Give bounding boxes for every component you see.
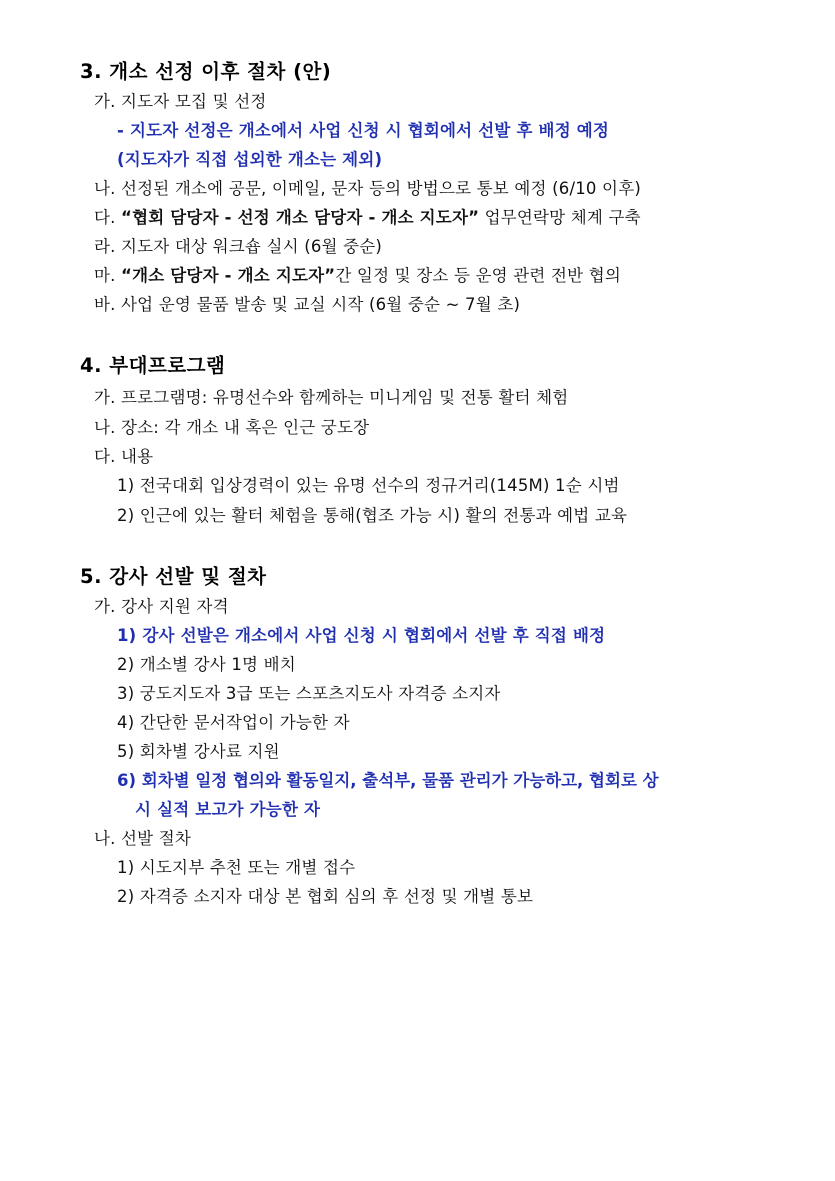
section-5-qual-item-1: 1) 강사 선발은 개소에서 사업 신청 시 협회에서 선발 후 직접 배정 (117, 626, 606, 645)
section-3-item-da (94, 208, 641, 228)
section-5-heading: 5. 강사 선발 및 절차 (80, 565, 267, 588)
section-4-content-item-1: 1) 전국대회 입상경력이 있는 유명 선수의 정규거리(145M) 1순 시범 (117, 476, 620, 495)
section-3-item-ma (94, 266, 621, 286)
section-3-da-rest: 업무연락망 체계 구축 (479, 208, 641, 227)
section-3-da-bold: “협회 담당자 - 선정 개소 담당자 - 개소 지도자” (121, 208, 480, 227)
section-4-item-na: 나. 장소: 각 개소 내 혹은 인근 궁도장 (94, 418, 370, 437)
section-5-qual-item-4: 4) 간단한 문서작업이 가능한 자 (117, 713, 350, 732)
section-3-ma-bold: “개소 담당자 - 개소 지도자” (121, 266, 336, 285)
section-3-da-prefix: 다. (94, 208, 122, 227)
section-4-content-item-2: 2) 인근에 있는 활터 체험을 통해(협조 가능 시) 활의 전통과 예법 교육 (117, 506, 628, 525)
section-3-item-ga: 가. 지도자 모집 및 선정 (94, 92, 267, 111)
section-3-heading: 3. 개소 선정 이후 절차 (안) (80, 60, 332, 83)
section-3-ma-prefix: 마. (94, 266, 122, 285)
section-5-qual-item-3: 3) 궁도지도자 3급 또는 스포츠지도사 자격증 소지자 (117, 684, 501, 703)
section-3-ma-rest: 간 일정 및 장소 등 운영 관련 전반 협의 (335, 266, 621, 285)
section-5-item-na: 나. 선발 절차 (94, 829, 192, 848)
section-4-item-da: 다. 내용 (94, 447, 154, 466)
section-3-item-ra: 라. 지도자 대상 워크숍 실시 (6월 중순) (94, 237, 383, 256)
section-5-item-ga: 가. 강사 지원 자격 (94, 597, 229, 616)
section-3-ga-note-2: (지도자가 직접 섭외한 개소는 제외) (117, 150, 383, 169)
section-5-qual-item-2: 2) 개소별 강사 1명 배치 (117, 655, 296, 674)
section-3-item-na: 나. 선정된 개소에 공문, 이메일, 문자 등의 방법으로 통보 예정 (6/10 이후) (94, 179, 641, 198)
section-3-ga-note-1: - 지도자 선정은 개소에서 사업 신청 시 협회에서 선발 후 배정 예정 (117, 121, 610, 140)
section-5-qual-item-5: 5) 회차별 강사료 지원 (117, 742, 280, 761)
section-5-proc-item-2: 2) 자격증 소지자 대상 본 협회 심의 후 선정 및 개별 통보 (117, 887, 534, 906)
section-5-qual-item-6-line-1: 6) 회차별 일정 협의와 활동일지, 출석부, 물품 관리가 가능하고, 협회로 상 (117, 771, 659, 790)
section-3-item-ba: 바. 사업 운영 물품 발송 및 교실 시작 (6월 중순 ~ 7월 초) (94, 295, 521, 314)
section-4-item-ga: 가. 프로그램명: 유명선수와 함께하는 미니게임 및 전통 활터 체험 (94, 388, 569, 407)
section-5-proc-item-1: 1) 시도지부 추천 또는 개별 접수 (117, 858, 356, 877)
section-5-qual-item-6-line-2: 시 실적 보고가 가능한 자 (135, 800, 321, 819)
section-4-heading: 4. 부대프로그램 (80, 354, 226, 377)
